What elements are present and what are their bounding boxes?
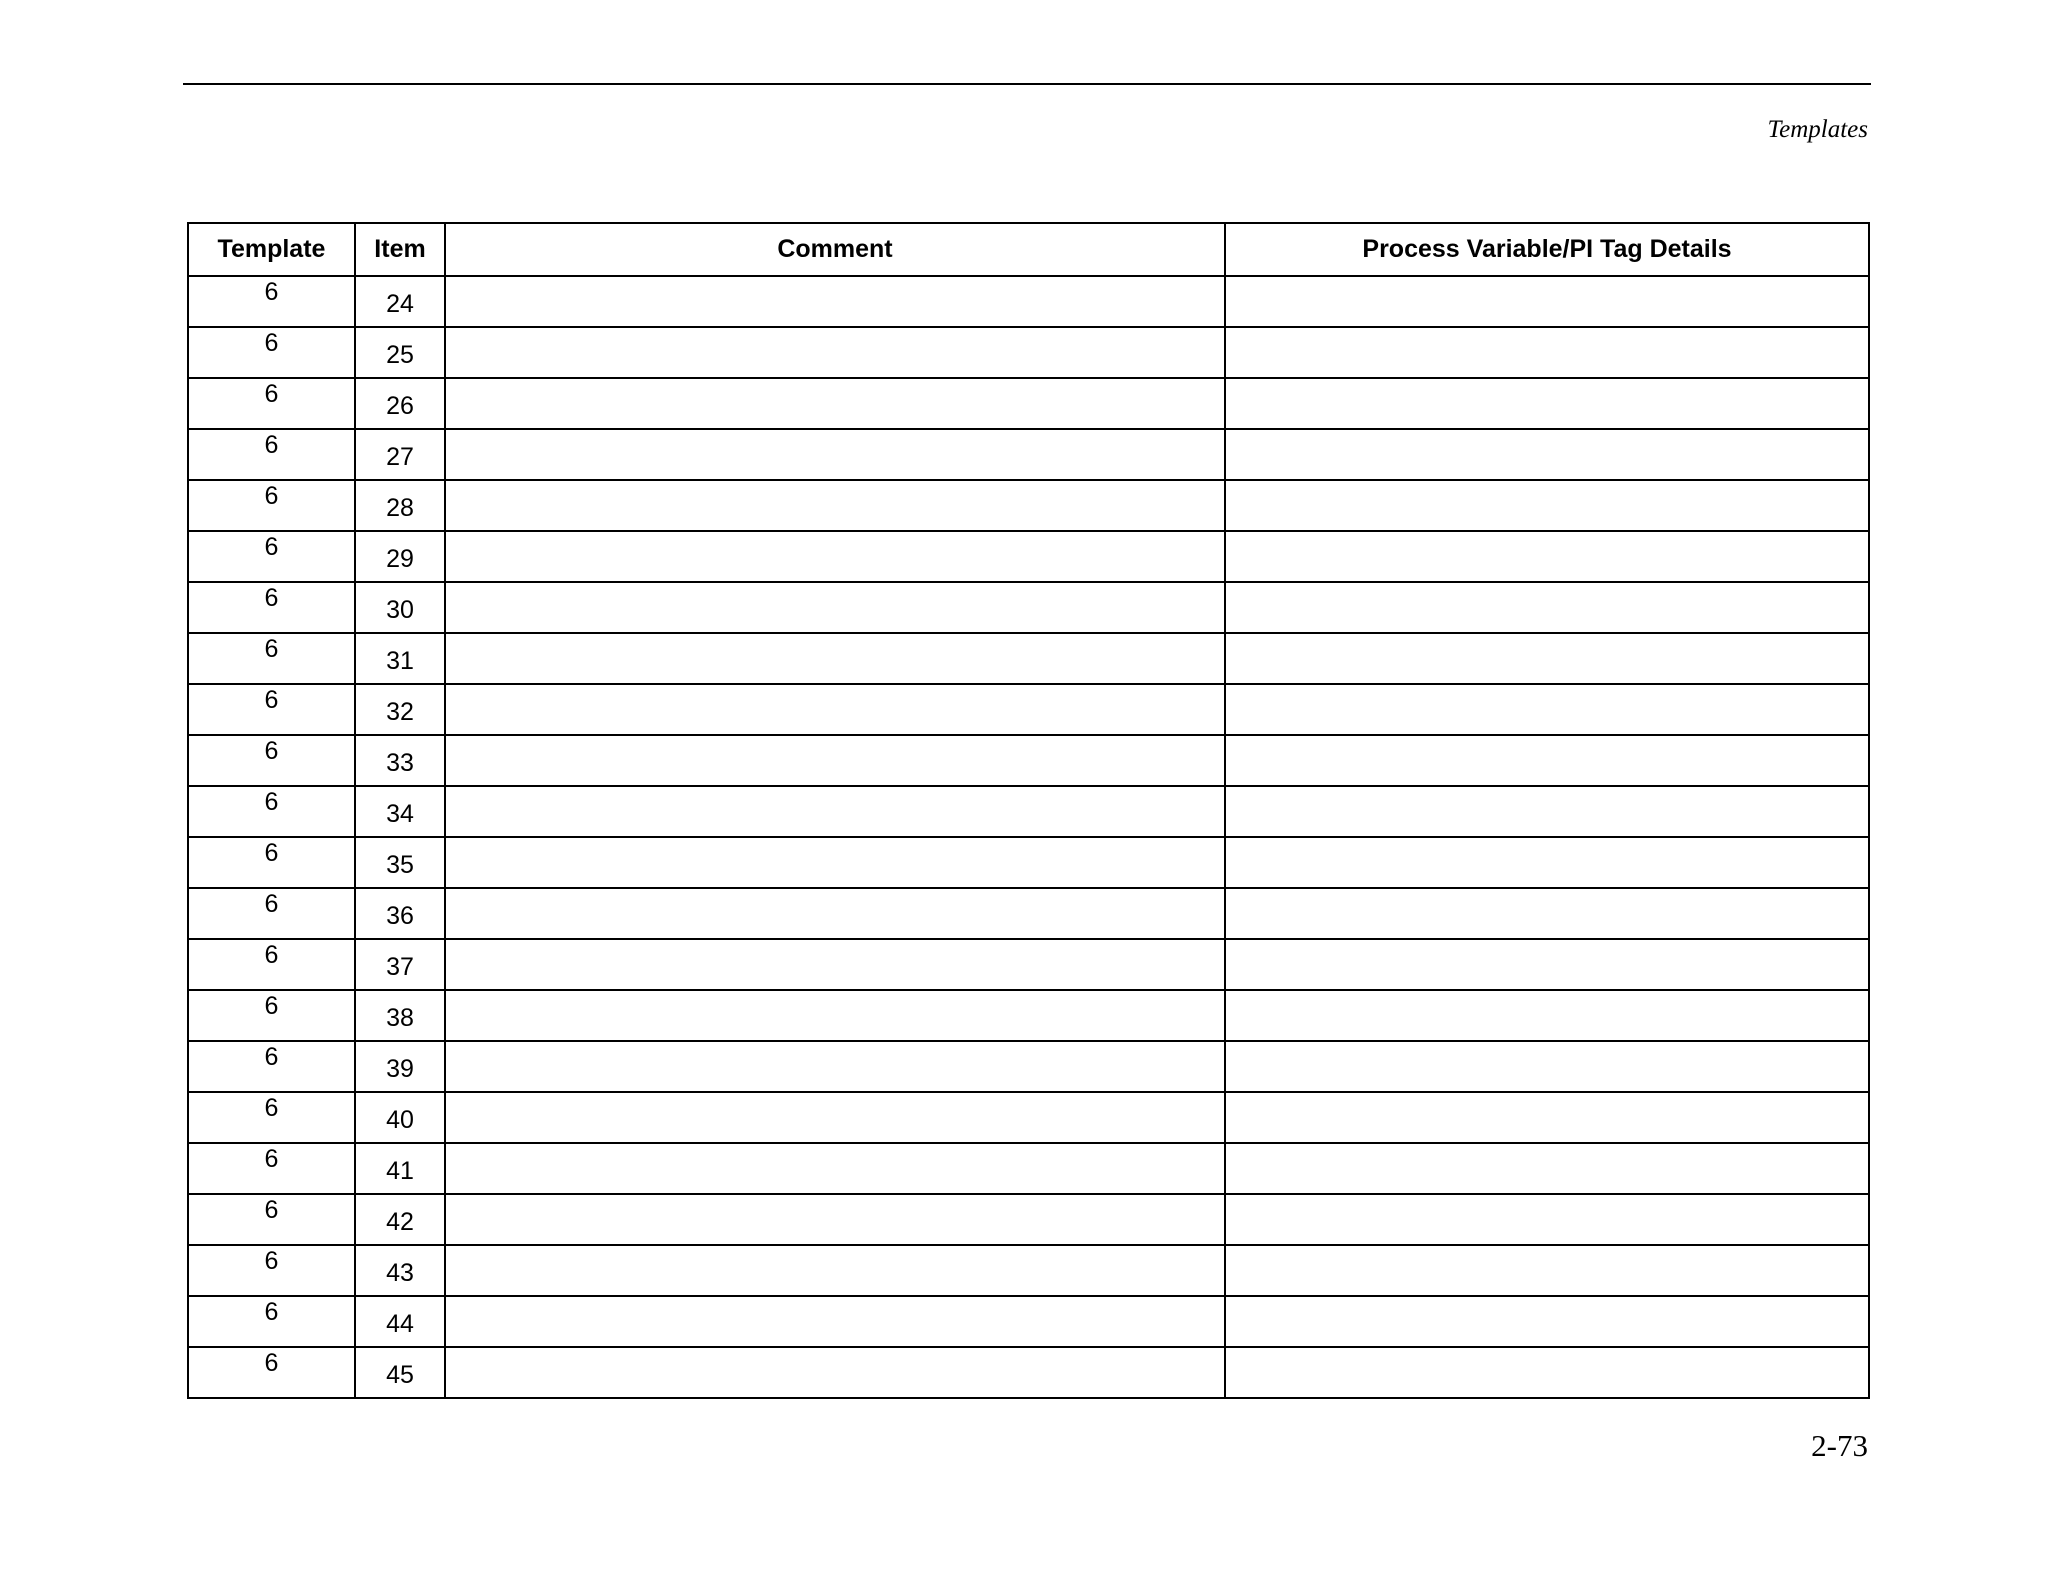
comment-field[interactable]	[445, 1245, 1225, 1296]
process-variable-field[interactable]	[1225, 1092, 1869, 1143]
item-number-cell: 42	[355, 1194, 445, 1245]
process-variable-field[interactable]	[1225, 1143, 1869, 1194]
item-number-cell: 35	[355, 837, 445, 888]
table-row	[188, 1092, 1869, 1143]
process-variable-field[interactable]	[1225, 582, 1869, 633]
item-number-cell: 34	[355, 786, 445, 837]
item-number-cell: 39	[355, 1041, 445, 1092]
process-variable-field[interactable]	[1225, 888, 1869, 939]
comment-field[interactable]	[445, 429, 1225, 480]
item-number-cell: 45	[355, 1347, 445, 1398]
process-variable-field[interactable]	[1225, 633, 1869, 684]
template-number-cell: 6	[188, 888, 355, 939]
comment-field[interactable]	[445, 1143, 1225, 1194]
template-number-cell: 6	[188, 327, 355, 378]
item-number-cell: 25	[355, 327, 445, 378]
comment-field[interactable]	[445, 888, 1225, 939]
item-number-cell: 44	[355, 1296, 445, 1347]
process-variable-field[interactable]	[1225, 480, 1869, 531]
table-row	[188, 735, 1869, 786]
template-number-cell: 6	[188, 1347, 355, 1398]
process-variable-field[interactable]	[1225, 735, 1869, 786]
comment-field[interactable]	[445, 480, 1225, 531]
comment-field[interactable]	[445, 1347, 1225, 1398]
column-header-comment: Comment	[445, 223, 1225, 276]
table-row	[188, 837, 1869, 888]
template-number-cell: 6	[188, 378, 355, 429]
page-number: 2-73	[1811, 1428, 1868, 1463]
running-header-title: Templates	[1767, 116, 1868, 143]
comment-field[interactable]	[445, 1296, 1225, 1347]
table-row	[188, 1296, 1869, 1347]
comment-field[interactable]	[445, 1041, 1225, 1092]
template-number-cell: 6	[188, 1245, 355, 1296]
table-row	[188, 378, 1869, 429]
process-variable-field[interactable]	[1225, 786, 1869, 837]
process-variable-field[interactable]	[1225, 837, 1869, 888]
template-number-cell: 6	[188, 582, 355, 633]
item-number-cell: 32	[355, 684, 445, 735]
template-number-cell: 6	[188, 1143, 355, 1194]
template-number-cell: 6	[188, 1194, 355, 1245]
comment-field[interactable]	[445, 786, 1225, 837]
template-number-cell: 6	[188, 939, 355, 990]
column-header-details: Process Variable/PI Tag Details	[1225, 223, 1869, 276]
table-row	[188, 888, 1869, 939]
template-number-cell: 6	[188, 429, 355, 480]
template-number-cell: 6	[188, 786, 355, 837]
comment-field[interactable]	[445, 327, 1225, 378]
table-row	[188, 531, 1869, 582]
table-row	[188, 429, 1869, 480]
comment-field[interactable]	[445, 1194, 1225, 1245]
process-variable-field[interactable]	[1225, 1194, 1869, 1245]
item-number-cell: 31	[355, 633, 445, 684]
template-number-cell: 6	[188, 531, 355, 582]
item-number-cell: 43	[355, 1245, 445, 1296]
comment-field[interactable]	[445, 1092, 1225, 1143]
table-row	[188, 633, 1869, 684]
table-row	[188, 1143, 1869, 1194]
process-variable-field[interactable]	[1225, 378, 1869, 429]
table-header-row	[188, 223, 1869, 276]
comment-field[interactable]	[445, 735, 1225, 786]
header-rule	[183, 83, 1871, 85]
process-variable-field[interactable]	[1225, 990, 1869, 1041]
table-row	[188, 1347, 1869, 1398]
process-variable-field[interactable]	[1225, 1296, 1869, 1347]
table-row	[188, 1041, 1869, 1092]
comment-field[interactable]	[445, 684, 1225, 735]
item-number-cell: 40	[355, 1092, 445, 1143]
comment-field[interactable]	[445, 633, 1225, 684]
template-item-table	[187, 222, 1870, 1399]
table-row	[188, 939, 1869, 990]
item-number-cell: 24	[355, 276, 445, 327]
process-variable-field[interactable]	[1225, 276, 1869, 327]
comment-field[interactable]	[445, 531, 1225, 582]
process-variable-field[interactable]	[1225, 531, 1869, 582]
template-number-cell: 6	[188, 1092, 355, 1143]
process-variable-field[interactable]	[1225, 939, 1869, 990]
item-number-cell: 37	[355, 939, 445, 990]
table-row	[188, 990, 1869, 1041]
template-number-cell: 6	[188, 633, 355, 684]
template-number-cell: 6	[188, 1296, 355, 1347]
comment-field[interactable]	[445, 582, 1225, 633]
table-body	[188, 276, 1869, 1398]
table-row	[188, 684, 1869, 735]
template-number-cell: 6	[188, 735, 355, 786]
comment-field[interactable]	[445, 837, 1225, 888]
item-number-cell: 29	[355, 531, 445, 582]
item-number-cell: 36	[355, 888, 445, 939]
process-variable-field[interactable]	[1225, 1347, 1869, 1398]
table-row	[188, 327, 1869, 378]
item-number-cell: 33	[355, 735, 445, 786]
template-number-cell: 6	[188, 990, 355, 1041]
process-variable-field[interactable]	[1225, 327, 1869, 378]
process-variable-field[interactable]	[1225, 1245, 1869, 1296]
item-number-cell: 28	[355, 480, 445, 531]
column-header-item: Item	[355, 223, 445, 276]
comment-field[interactable]	[445, 990, 1225, 1041]
template-number-cell: 6	[188, 684, 355, 735]
template-number-cell: 6	[188, 480, 355, 531]
comment-field[interactable]	[445, 378, 1225, 429]
table-row	[188, 1194, 1869, 1245]
table-row	[188, 786, 1869, 837]
item-number-cell: 30	[355, 582, 445, 633]
comment-field[interactable]	[445, 939, 1225, 990]
item-number-cell: 26	[355, 378, 445, 429]
template-number-cell: 6	[188, 276, 355, 327]
process-variable-field[interactable]	[1225, 429, 1869, 480]
table-row	[188, 1245, 1869, 1296]
process-variable-field[interactable]	[1225, 1041, 1869, 1092]
table-row	[188, 276, 1869, 327]
table-row	[188, 582, 1869, 633]
item-number-cell: 38	[355, 990, 445, 1041]
template-number-cell: 6	[188, 837, 355, 888]
column-header-template: Template	[188, 223, 355, 276]
template-number-cell: 6	[188, 1041, 355, 1092]
table-row	[188, 480, 1869, 531]
item-number-cell: 41	[355, 1143, 445, 1194]
process-variable-field[interactable]	[1225, 684, 1869, 735]
comment-field[interactable]	[445, 276, 1225, 327]
item-number-cell: 27	[355, 429, 445, 480]
